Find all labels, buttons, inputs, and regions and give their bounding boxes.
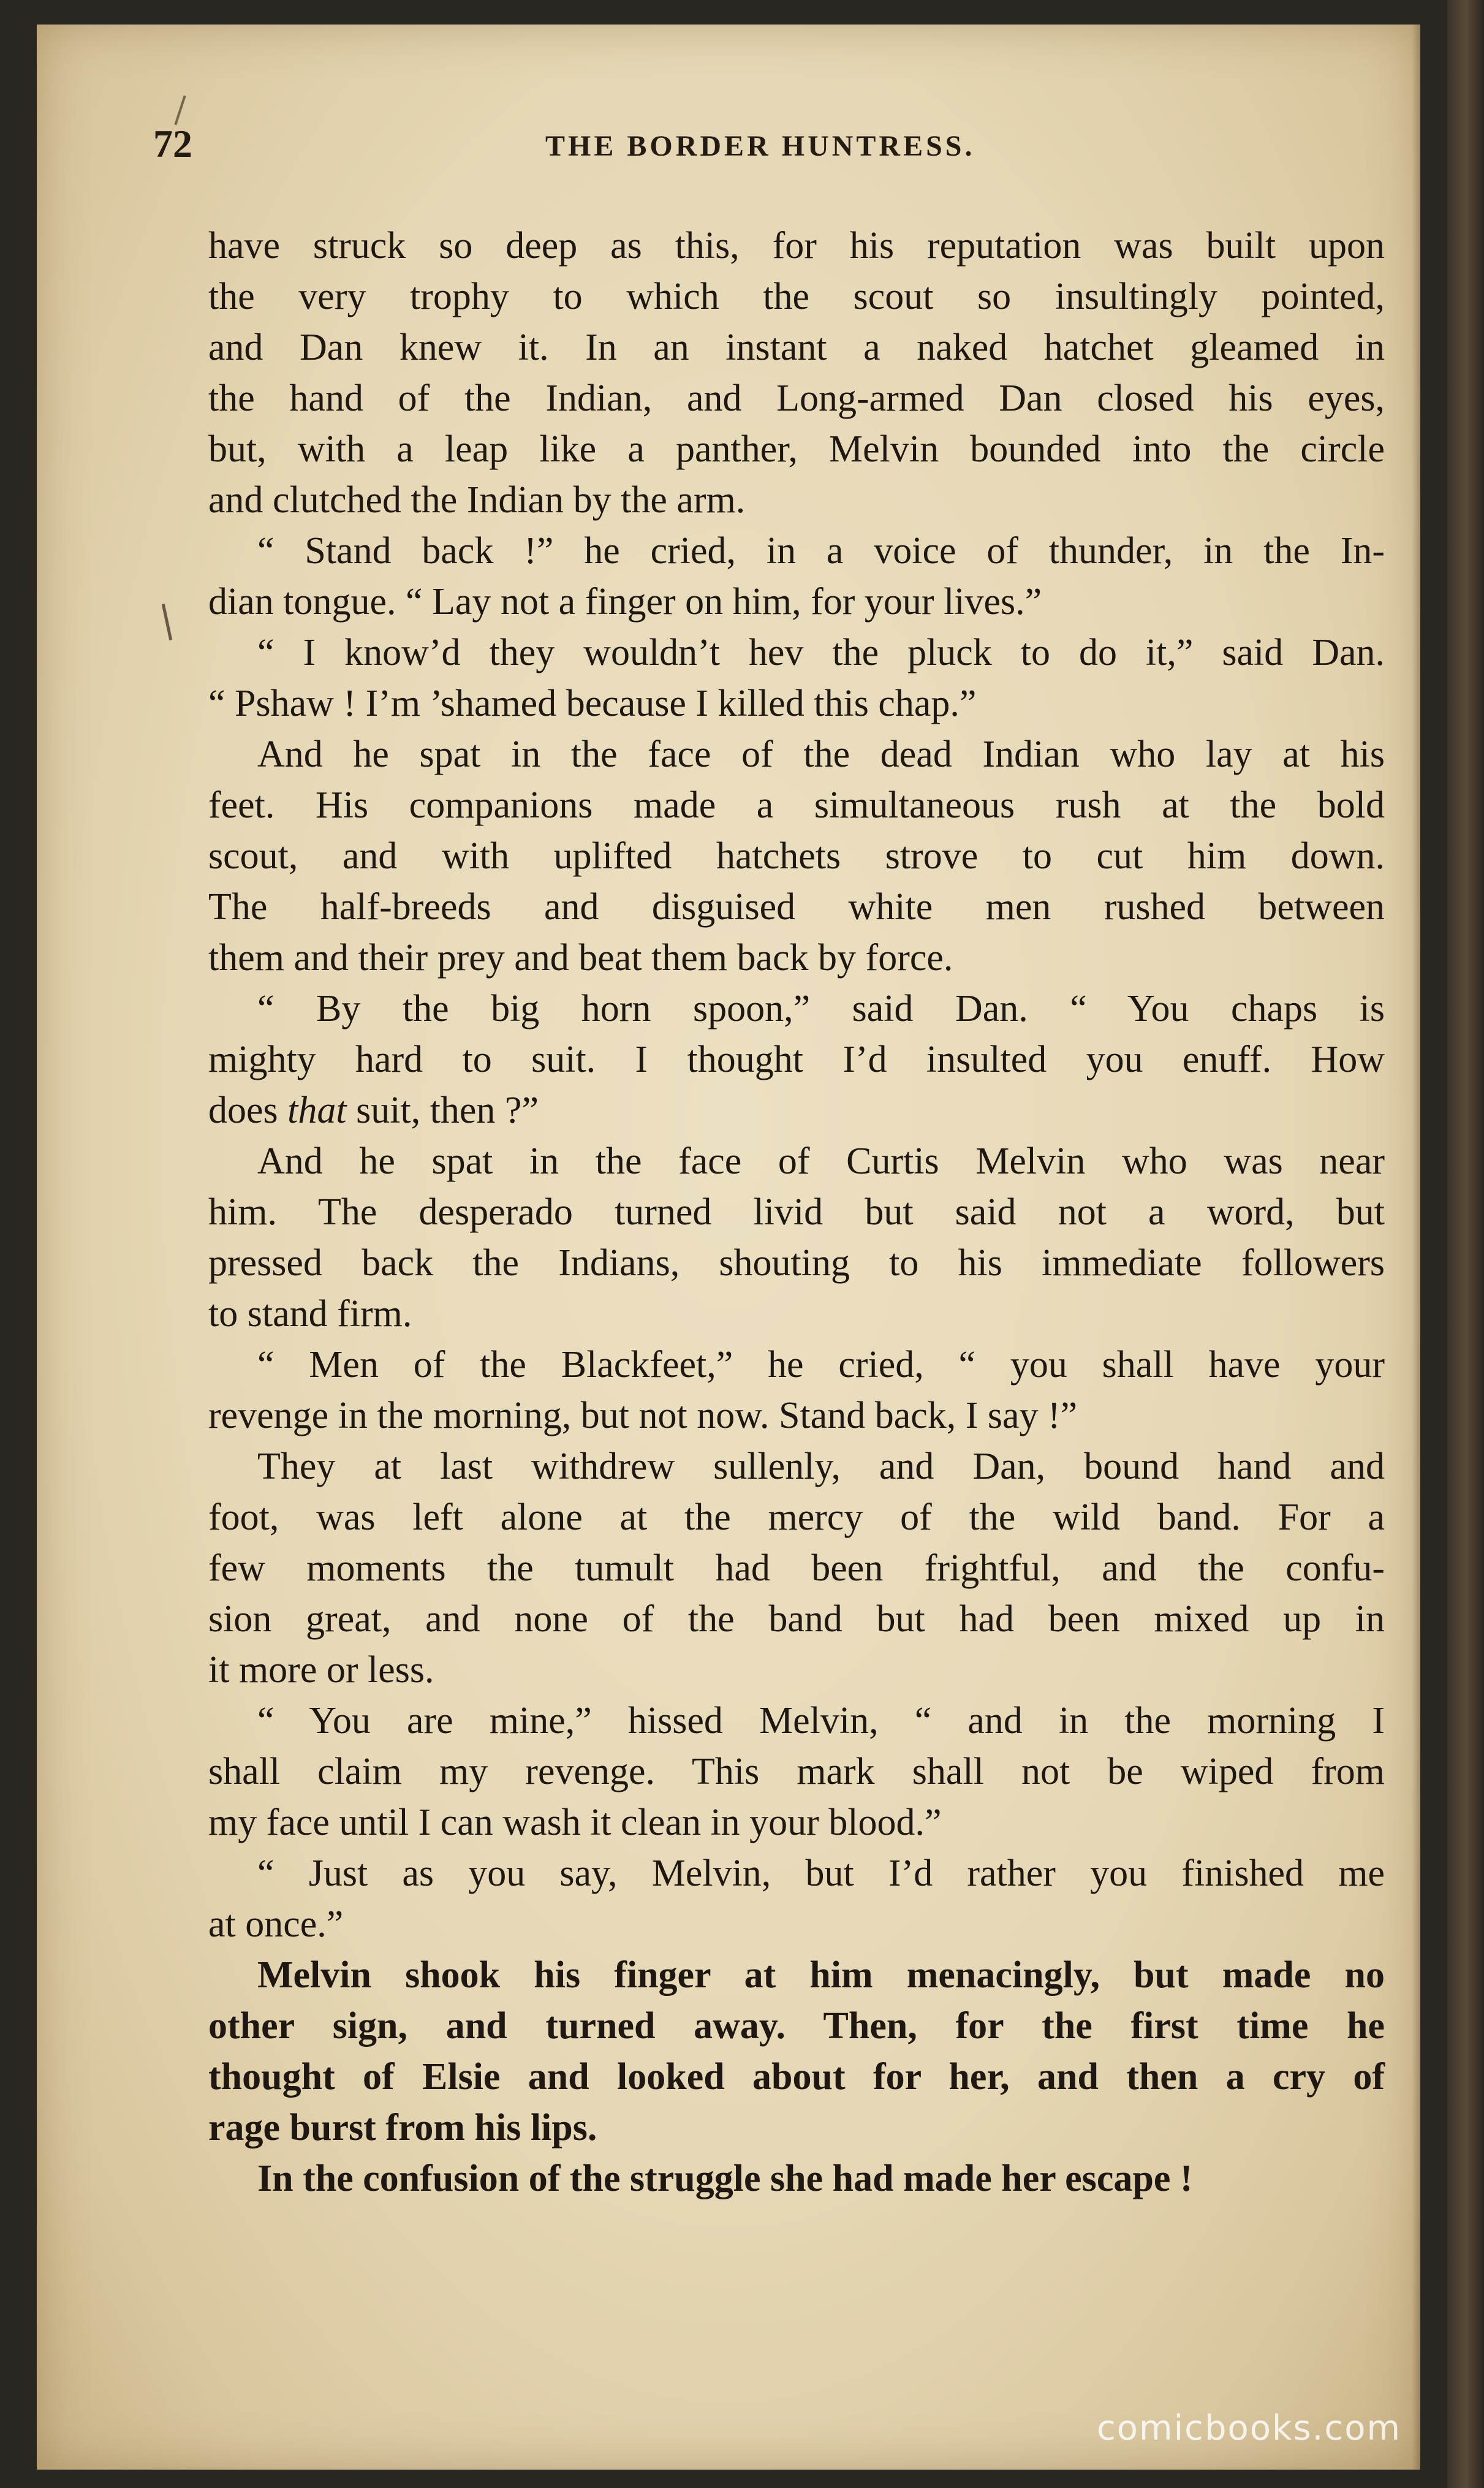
text-line: “ Men of the Blackfeet,” he cried, “ you shall have your [257, 1344, 1385, 1386]
text-line: other sign, and turned away. Then, for the first time he [208, 2005, 1385, 2047]
text-line: and Dan knew it. In an instant a naked hatchet gleamed in [208, 327, 1385, 368]
text-line: pressed back the Indians, shouting to his immediate followers [208, 1242, 1385, 1284]
text-line: but, with a leap like a panther, Melvin bounded into the circle [208, 428, 1385, 470]
text-line: rage burst from his lips. [208, 2107, 597, 2149]
text-line: mighty hard to suit. I thought I’d insulted you enuff. How [208, 1039, 1385, 1080]
running-head [153, 119, 1354, 169]
text-line-part: does [208, 1090, 288, 1131]
text-line: thought of Elsie and looked about for her, and then a cry of [208, 2056, 1385, 2098]
text-line: Melvin shook his finger at him menacingly, but made no [257, 1954, 1385, 1996]
text-line: The half-breeds and disguised white men rushed between [208, 886, 1385, 928]
text-line: “ Pshaw ! I’m ’shamed because I killed this chap.” [208, 683, 977, 724]
text-line: foot, was left alone at the mercy of the wild band. For a [208, 1496, 1385, 1538]
text-line: at once.” [208, 1903, 344, 1945]
text-line: feet. His companions made a simultaneous rush at the bold [208, 784, 1385, 826]
text-line: And he spat in the face of the dead Indian who lay at his [257, 734, 1385, 775]
text-line: “ Just as you say, Melvin, but I’d rather you finished me [257, 1853, 1385, 1894]
page-number: 72 [153, 122, 192, 165]
book-title: THE BORDER HUNTRESS. [545, 130, 975, 162]
text-line: They at last withdrew sullenly, and Dan, bound hand and [257, 1446, 1385, 1487]
text-line: have struck so deep as this, for his reputation was built upon [208, 225, 1385, 267]
text-line: my face until I can wash it clean in your blood.” [208, 1802, 942, 1843]
text-line: sion great, and none of the band but had been mixed up in [208, 1598, 1385, 1640]
text-line: dian tongue. “ Lay not a finger on him, for your lives.” [208, 581, 1042, 623]
text-line: “ I know’d they wouldn’t hev the pluck to do it,” said Dan. [257, 632, 1385, 673]
text-line: the hand of the Indian, and Long-armed Dan closed his eyes, [208, 377, 1385, 419]
text-line: “ Stand back !” he cried, in a voice of thunder, in the In- [257, 530, 1385, 572]
watermark-logo: comicbooks.com [1097, 2408, 1402, 2448]
page-edge-shadow [1412, 25, 1420, 2470]
text-line: In the confusion of the struggle she had made her escape ! [257, 2158, 1193, 2199]
text-line-part: suit, then ?” [346, 1090, 539, 1131]
text-line: it more or less. [208, 1649, 434, 1691]
text-line: them and their prey and beat them back by force. [208, 937, 953, 979]
text-line: the very trophy to which the scout so insultingly pointed, [208, 276, 1385, 317]
text-line: shall claim my revenge. This mark shall not be wiped from [208, 1751, 1385, 1792]
text-line: And he spat in the face of Curtis Melvin who was near [257, 1140, 1385, 1182]
text-line: revenge in the morning, but not now. Stand back, I say !” [208, 1395, 1078, 1436]
text-line [208, 1085, 1385, 1136]
scan-background-strip [1447, 0, 1484, 2488]
text-line: “ You are mine,” hissed Melvin, “ and in the morning I [257, 1700, 1385, 1742]
text-line: him. The desperado turned livid but said not a word, but [208, 1191, 1385, 1233]
text-line: to stand firm. [208, 1293, 412, 1335]
text-line: and clutched the Indian by the arm. [208, 479, 746, 521]
italic-word: that [287, 1090, 347, 1131]
text-line: scout, and with uplifted hatchets strove to cut him down. [208, 835, 1385, 877]
text-line: “ By the big horn spoon,” said Dan. “ You chaps is [257, 988, 1385, 1030]
text-line: few moments the tumult had been frightful, and the confu- [208, 1547, 1385, 1589]
body-text [208, 221, 1385, 2204]
